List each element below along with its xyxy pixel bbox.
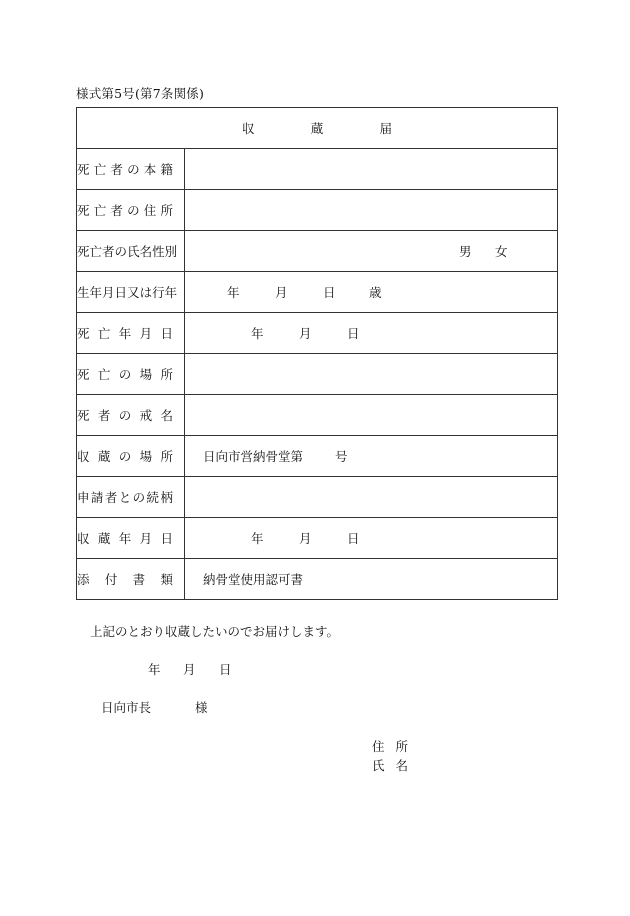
label-char: 戒 xyxy=(139,408,153,423)
label-char: 亡 xyxy=(93,162,107,177)
label-text xyxy=(77,365,173,383)
label-storage-date xyxy=(77,518,185,559)
field-death-date[interactable] xyxy=(185,313,558,354)
label-char: 氏 xyxy=(127,244,140,259)
label-char: 続 xyxy=(146,490,160,505)
label-char: 死 xyxy=(77,244,90,259)
label-char: 日 xyxy=(160,326,173,341)
label-char: の xyxy=(118,408,132,423)
label-char: 本 xyxy=(143,162,157,177)
storage-notification-form xyxy=(76,107,558,600)
label-text xyxy=(77,447,173,465)
label-char: 者 xyxy=(110,162,123,177)
storage-day-unit: 日 xyxy=(347,531,360,546)
label-char: 亡 xyxy=(89,244,103,259)
label-text xyxy=(77,201,173,219)
label-char: 死 xyxy=(77,326,90,341)
label-char: の xyxy=(127,203,140,218)
label-char: 亡 xyxy=(97,326,111,341)
storage-year-unit: 年 xyxy=(251,531,264,546)
label-relationship xyxy=(77,477,185,518)
age-unit: 歳 xyxy=(369,285,382,300)
label-char: 申 xyxy=(77,490,90,505)
label-char: 死 xyxy=(77,203,90,218)
label-char: と xyxy=(118,490,132,505)
label-char: の xyxy=(118,367,132,382)
label-char: 年 xyxy=(118,326,132,341)
label-char: 月 xyxy=(139,326,153,341)
label-char: の xyxy=(132,490,146,505)
label-char: 行 xyxy=(152,285,165,300)
label-char: 死 xyxy=(77,367,90,382)
label-char: 収 xyxy=(77,449,90,464)
field-domicile[interactable] xyxy=(185,149,558,190)
label-char: の xyxy=(118,449,132,464)
label-char: 場 xyxy=(139,367,153,382)
label-text xyxy=(77,488,173,506)
address-char-2: 所 xyxy=(395,739,408,754)
label-text xyxy=(77,324,173,342)
name-char-1: 氏 xyxy=(372,758,385,773)
sex-male[interactable]: 男 xyxy=(459,244,472,259)
label-char: 月 xyxy=(139,531,153,546)
label-char: 住 xyxy=(143,203,157,218)
row-death-place xyxy=(77,354,558,395)
row-attachments xyxy=(77,559,558,600)
label-char: 死 xyxy=(77,162,90,177)
date-day-unit: 日 xyxy=(219,662,232,677)
death-day-unit: 日 xyxy=(347,326,360,341)
label-char: 亡 xyxy=(97,367,111,382)
row-address xyxy=(77,190,558,231)
date-month-unit: 月 xyxy=(183,662,196,677)
label-char: 者 xyxy=(104,490,118,505)
label-storage-place xyxy=(77,436,185,477)
label-char: 性 xyxy=(152,244,165,259)
row-birthdate-age xyxy=(77,272,558,313)
birth-day-unit: 日 xyxy=(323,285,336,300)
label-death-date xyxy=(77,313,185,354)
field-birthdate-age[interactable] xyxy=(185,272,558,313)
label-char: 書 xyxy=(132,572,146,587)
label-text xyxy=(77,570,173,588)
storage-place-suffix: 号 xyxy=(335,449,348,464)
attachment-document: 納骨堂使用認可書 xyxy=(203,572,304,587)
label-address xyxy=(77,190,185,231)
label-char: 日 xyxy=(160,531,173,546)
title-char-2: 蔵 xyxy=(310,121,324,136)
label-char: 亡 xyxy=(93,203,107,218)
row-relationship xyxy=(77,477,558,518)
label-char: 所 xyxy=(160,203,173,218)
label-char: 類 xyxy=(160,572,173,587)
label-death-place xyxy=(77,354,185,395)
name-char-2: 名 xyxy=(395,758,408,773)
label-char: 者 xyxy=(110,203,123,218)
label-char: 付 xyxy=(104,572,118,587)
storage-place-prefix: 日向市営納骨堂第 xyxy=(203,449,304,464)
death-year-unit: 年 xyxy=(251,326,264,341)
death-month-unit: 月 xyxy=(299,326,312,341)
label-char: 年 xyxy=(89,285,103,300)
field-posthumous-name[interactable] xyxy=(185,395,558,436)
form-title xyxy=(77,108,558,149)
label-birthdate-age xyxy=(77,272,185,313)
label-char: 者 xyxy=(97,408,111,423)
field-name-sex[interactable] xyxy=(185,231,558,272)
label-char: 収 xyxy=(77,531,90,546)
label-posthumous-name xyxy=(77,395,185,436)
applicant-name-label xyxy=(372,756,408,774)
birth-month-unit: 月 xyxy=(275,285,288,300)
date-year-unit: 年 xyxy=(148,662,161,677)
label-char: 場 xyxy=(139,449,153,464)
row-death-date xyxy=(77,313,558,354)
row-posthumous-name xyxy=(77,395,558,436)
field-storage-date[interactable] xyxy=(185,518,558,559)
label-char: 所 xyxy=(160,367,173,382)
label-char: 名 xyxy=(139,244,153,259)
label-char: 蔵 xyxy=(97,449,111,464)
statement-text: 上記のとおり収蔵したいのでお届けします。 xyxy=(90,624,340,639)
label-char: 名 xyxy=(160,408,173,423)
address-char-1: 住 xyxy=(372,739,385,754)
form-number: 様式第5号(第7条関係) xyxy=(76,86,205,101)
label-char: 添 xyxy=(77,572,90,587)
label-char: 年 xyxy=(118,531,132,546)
addressee-name: 日向市長 xyxy=(101,700,152,715)
label-char: 柄 xyxy=(160,490,173,505)
label-char: 者 xyxy=(102,244,115,259)
row-storage-date xyxy=(77,518,558,559)
title-row xyxy=(77,108,558,149)
field-address[interactable] xyxy=(185,190,558,231)
field-storage-place[interactable] xyxy=(185,436,558,477)
label-char: 日 xyxy=(114,285,128,300)
sex-female[interactable]: 女 xyxy=(495,244,508,259)
label-attachments xyxy=(77,559,185,600)
label-char: 別 xyxy=(164,244,178,259)
row-domicile xyxy=(77,149,558,190)
field-attachments[interactable] xyxy=(185,559,558,600)
row-name-sex xyxy=(77,231,558,272)
label-char: 月 xyxy=(102,285,115,300)
label-text xyxy=(77,529,173,547)
label-char: 年 xyxy=(164,285,178,300)
label-char: は xyxy=(139,285,153,300)
birth-year-unit: 年 xyxy=(227,285,240,300)
label-char: の xyxy=(114,244,128,259)
label-char: 蔵 xyxy=(97,531,111,546)
label-text xyxy=(77,406,173,424)
storage-month-unit: 月 xyxy=(299,531,312,546)
title-char-3: 届 xyxy=(379,121,392,136)
label-char: 生 xyxy=(77,285,90,300)
row-storage-place xyxy=(77,436,558,477)
field-death-place[interactable] xyxy=(185,354,558,395)
label-char: 所 xyxy=(160,449,173,464)
applicant-address-label xyxy=(372,737,408,755)
label-text xyxy=(77,242,178,260)
label-char: 又 xyxy=(127,285,140,300)
title-char-1: 収 xyxy=(242,121,255,136)
addressee-honorific: 様 xyxy=(195,700,208,715)
label-text xyxy=(77,283,178,301)
label-char: 請 xyxy=(90,490,104,505)
label-char: の xyxy=(127,162,140,177)
field-relationship[interactable] xyxy=(185,477,558,518)
label-domicile xyxy=(77,149,185,190)
label-char: 死 xyxy=(77,408,90,423)
label-char: 籍 xyxy=(160,162,173,177)
label-name-sex xyxy=(77,231,185,272)
label-text xyxy=(77,160,173,178)
